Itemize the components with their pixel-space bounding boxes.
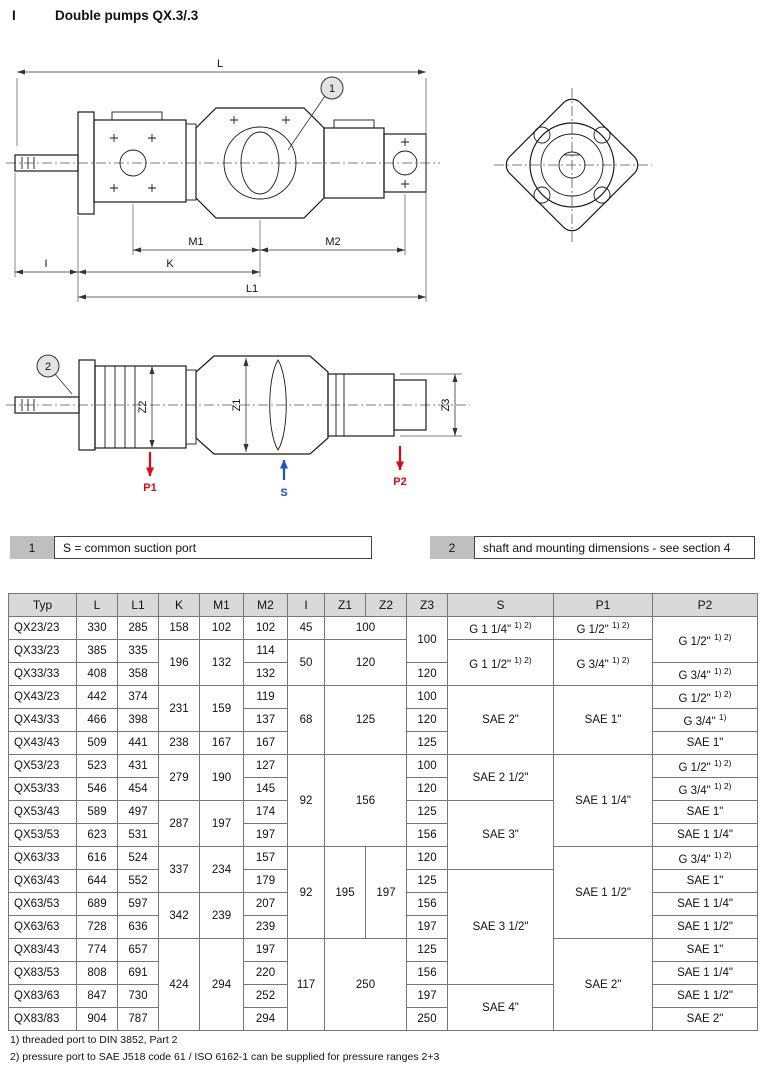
dim-label-l: L xyxy=(216,58,224,70)
value-cell: SAE 1 1/4" xyxy=(554,755,653,847)
footnote-2: 2) pressure port to SAE J518 code 61 / ISO 6162-1 can be supplied for pressure ranges 2+3 xyxy=(10,1051,440,1063)
value-cell: 92 xyxy=(288,847,325,939)
value-cell: 597 xyxy=(118,893,159,916)
section-marker: I xyxy=(12,8,16,23)
value-cell: 285 xyxy=(118,617,159,640)
value-cell: 691 xyxy=(118,962,159,985)
value-cell: 730 xyxy=(118,985,159,1008)
value-cell: 196 xyxy=(159,640,200,686)
value-cell: SAE 1 1/2" xyxy=(653,985,758,1008)
junction-plate xyxy=(186,370,196,444)
column-header: M2 xyxy=(244,594,288,617)
footnote-marker: 1) 2) xyxy=(713,850,732,861)
footnote-marker: 1) 2) xyxy=(611,620,630,631)
value-cell: 466 xyxy=(77,709,118,732)
value-cell: 524 xyxy=(118,847,159,870)
value-cell: SAE 1" xyxy=(653,732,758,755)
type-cell: QX53/33 xyxy=(9,778,77,801)
value-cell: 50 xyxy=(288,640,325,686)
value-cell: G 1 1/2" $^{1) 2)}$ xyxy=(448,640,554,686)
footnote-1: 1) threaded port to DIN 3852, Part 2 xyxy=(10,1034,178,1046)
value-cell: 125 xyxy=(407,801,448,824)
value-cell: G 3/4" $^{1) 2)}$ xyxy=(554,640,653,686)
value-cell: 531 xyxy=(118,824,159,847)
value-cell: SAE 1 1/4" xyxy=(653,824,758,847)
value-cell: 156 xyxy=(407,893,448,916)
value-cell: 239 xyxy=(200,893,244,939)
value-cell: 114 xyxy=(244,640,288,663)
type-cell: QX33/33 xyxy=(9,663,77,686)
value-cell: SAE 1" xyxy=(653,801,758,824)
value-cell: 167 xyxy=(244,732,288,755)
value-cell: 523 xyxy=(77,755,118,778)
value-cell: G 1/2" $^{1) 2)}$ xyxy=(653,617,758,663)
value-cell: SAE 1 1/4" xyxy=(653,962,758,985)
value-cell: 442 xyxy=(77,686,118,709)
column-header: L1 xyxy=(118,594,159,617)
value-cell: 145 xyxy=(244,778,288,801)
value-cell: 644 xyxy=(77,870,118,893)
value-cell: 250 xyxy=(407,1008,448,1031)
pump1-port-block xyxy=(112,112,162,120)
footnote-marker: 1) 2) xyxy=(514,654,532,665)
value-cell: SAE 3 1/2" xyxy=(448,870,554,985)
value-cell: 904 xyxy=(77,1008,118,1031)
value-cell: G 1 1/4" $^{1) 2)}$ xyxy=(448,617,554,640)
type-cell: QX63/53 xyxy=(9,893,77,916)
value-cell: SAE 2" xyxy=(448,686,554,755)
value-cell: 120 xyxy=(407,709,448,732)
value-cell: 100 xyxy=(325,617,407,640)
value-cell: 125 xyxy=(407,870,448,893)
pump-side-view-drawing xyxy=(0,48,765,318)
value-cell: G 1/2" $^{1) 2)}$ xyxy=(554,617,653,640)
value-cell: 374 xyxy=(118,686,159,709)
value-cell: 132 xyxy=(200,640,244,686)
type-cell: QX43/43 xyxy=(9,732,77,755)
type-cell: QX63/63 xyxy=(9,916,77,939)
pump-outline xyxy=(6,108,440,218)
dim-label-z1: Z1 xyxy=(231,398,243,412)
value-cell: SAE 1 1/4" xyxy=(653,893,758,916)
value-cell: SAE 2" xyxy=(653,1008,758,1031)
value-cell: 234 xyxy=(200,847,244,893)
value-cell: 100 xyxy=(407,686,448,709)
value-cell: 808 xyxy=(77,962,118,985)
type-cell: QX63/43 xyxy=(9,870,77,893)
value-cell: SAE 2 1/2" xyxy=(448,755,554,801)
value-cell: 431 xyxy=(118,755,159,778)
value-cell: 408 xyxy=(77,663,118,686)
value-cell: 157 xyxy=(244,847,288,870)
center-bolt-marks xyxy=(230,116,290,124)
balloon-number: 2 xyxy=(44,361,52,373)
column-header: I xyxy=(288,594,325,617)
value-cell: 207 xyxy=(244,893,288,916)
balloon-leader xyxy=(55,374,72,394)
footnote-marker: 1) 2) xyxy=(713,758,732,769)
value-cell: 424 xyxy=(159,939,200,1031)
dimensions xyxy=(15,58,426,302)
front-view-drawing xyxy=(494,88,652,244)
value-cell: SAE 1" xyxy=(653,870,758,893)
value-cell: 195 xyxy=(325,847,366,939)
column-header: K xyxy=(159,594,200,617)
column-header: S xyxy=(448,594,554,617)
dim-label-l1: L1 xyxy=(245,283,259,295)
footnote-marker: 1) xyxy=(718,712,727,723)
value-cell: 847 xyxy=(77,985,118,1008)
value-cell: 385 xyxy=(77,640,118,663)
type-cell: QX23/23 xyxy=(9,617,77,640)
value-cell: 337 xyxy=(159,847,200,893)
value-cell: 156 xyxy=(407,824,448,847)
type-cell: QX53/23 xyxy=(9,755,77,778)
value-cell: 294 xyxy=(244,1008,288,1031)
value-cell: G 3/4" $^{1) 2)}$ xyxy=(653,778,758,801)
value-cell: 441 xyxy=(118,732,159,755)
value-cell: 132 xyxy=(244,663,288,686)
type-cell: QX83/43 xyxy=(9,939,77,962)
value-cell: 190 xyxy=(200,755,244,801)
balloon-1 xyxy=(288,77,343,150)
value-cell: 589 xyxy=(77,801,118,824)
value-cell: 623 xyxy=(77,824,118,847)
port-label-p2: P2 xyxy=(393,476,407,488)
value-cell: 125 xyxy=(407,939,448,962)
legend-suction-port xyxy=(10,536,372,559)
value-cell: 689 xyxy=(77,893,118,916)
value-cell: SAE 3" xyxy=(448,801,554,870)
value-cell: SAE 1 1/2" xyxy=(554,847,653,939)
value-cell: 231 xyxy=(159,686,200,732)
value-cell: SAE 2" xyxy=(554,939,653,1031)
value-cell: 117 xyxy=(288,939,325,1031)
value-cell: 335 xyxy=(118,640,159,663)
legend-text: shaft and mounting dimensions - see section 4 xyxy=(474,536,755,559)
pump1-ribs xyxy=(105,366,135,448)
value-cell: 342 xyxy=(159,893,200,939)
value-cell: 358 xyxy=(118,663,159,686)
column-header: Z3 xyxy=(407,594,448,617)
value-cell: SAE 1 1/2" xyxy=(653,916,758,939)
value-cell: 179 xyxy=(244,870,288,893)
dimension-table xyxy=(8,593,758,1031)
column-header: Z2 xyxy=(366,594,407,617)
value-cell: 728 xyxy=(77,916,118,939)
page-title: Double pumps QX.3/.3 xyxy=(55,8,199,23)
value-cell: 294 xyxy=(200,939,244,1031)
table-row xyxy=(9,617,758,640)
port-label-s: S xyxy=(280,487,288,499)
value-cell: G 3/4" $^{1) 2)}$ xyxy=(653,847,758,870)
value-cell: 120 xyxy=(407,663,448,686)
footnote-marker: 1) 2) xyxy=(713,666,732,677)
value-cell: SAE 1" xyxy=(653,939,758,962)
value-cell: 125 xyxy=(325,686,407,755)
value-cell: 159 xyxy=(200,686,244,732)
value-cell: 120 xyxy=(407,778,448,801)
value-cell: 102 xyxy=(244,617,288,640)
value-cell: 279 xyxy=(159,755,200,801)
value-cell: 330 xyxy=(77,617,118,640)
value-cell: 398 xyxy=(118,709,159,732)
pump-port-view-drawing xyxy=(0,338,480,510)
type-cell: QX53/43 xyxy=(9,801,77,824)
column-header: P2 xyxy=(653,594,758,617)
value-cell: 68 xyxy=(288,686,325,755)
table-row xyxy=(9,755,758,778)
dim-label-z3: Z3 xyxy=(440,398,452,412)
legend-number-badge: 1 xyxy=(10,536,54,559)
type-cell: QX63/33 xyxy=(9,847,77,870)
value-cell: G 1/2" $^{1) 2)}$ xyxy=(653,686,758,709)
value-cell: 250 xyxy=(325,939,407,1031)
value-cell: 287 xyxy=(159,801,200,847)
value-cell: 546 xyxy=(77,778,118,801)
footnote-marker: 1) 2) xyxy=(713,689,732,700)
legend-shaft-dimensions xyxy=(430,536,755,559)
value-cell: 167 xyxy=(200,732,244,755)
footnote-marker: 1) 2) xyxy=(713,631,732,642)
value-cell: 92 xyxy=(288,755,325,847)
value-cell: 636 xyxy=(118,916,159,939)
value-cell: 197 xyxy=(200,801,244,847)
legend-text: S = common suction port xyxy=(54,536,372,559)
value-cell: 127 xyxy=(244,755,288,778)
dim-label-m2: M2 xyxy=(325,236,341,248)
value-cell: 45 xyxy=(288,617,325,640)
footnote-marker: 1) 2) xyxy=(611,654,630,665)
type-cell: QX83/83 xyxy=(9,1008,77,1031)
value-cell: 454 xyxy=(118,778,159,801)
value-cell: 497 xyxy=(118,801,159,824)
table-row xyxy=(9,640,758,663)
value-cell: 252 xyxy=(244,985,288,1008)
table-row xyxy=(9,847,758,870)
value-cell: 100 xyxy=(407,617,448,663)
pump1-body xyxy=(94,120,186,202)
value-cell: G 1/2" $^{1) 2)}$ xyxy=(653,755,758,778)
column-header: M1 xyxy=(200,594,244,617)
value-cell: 197 xyxy=(366,847,407,939)
type-cell: QX53/53 xyxy=(9,824,77,847)
value-cell: 220 xyxy=(244,962,288,985)
pump2-port-block xyxy=(334,120,374,128)
dim-label-m1: M1 xyxy=(188,236,204,248)
type-cell: QX43/33 xyxy=(9,709,77,732)
port-label-p1: P1 xyxy=(143,482,157,494)
type-cell: QX33/23 xyxy=(9,640,77,663)
balloon-2 xyxy=(37,355,72,394)
value-cell: 100 xyxy=(407,755,448,778)
column-header: Typ xyxy=(9,594,77,617)
column-header: P1 xyxy=(554,594,653,617)
value-cell: 238 xyxy=(159,732,200,755)
value-cell: 616 xyxy=(77,847,118,870)
value-cell: 125 xyxy=(407,732,448,755)
value-cell: 174 xyxy=(244,801,288,824)
type-cell: QX83/53 xyxy=(9,962,77,985)
balloon-number: 1 xyxy=(328,83,336,95)
value-cell: 156 xyxy=(325,755,407,847)
footnote-marker: 1) 2) xyxy=(713,781,732,792)
value-cell: 156 xyxy=(407,962,448,985)
legend-number-badge: 2 xyxy=(430,536,474,559)
junction-plate xyxy=(186,124,196,200)
value-cell: 137 xyxy=(244,709,288,732)
value-cell: 774 xyxy=(77,939,118,962)
table-header-row xyxy=(9,594,758,617)
value-cell: 197 xyxy=(244,824,288,847)
value-cell: 552 xyxy=(118,870,159,893)
table-row xyxy=(9,686,758,709)
value-cell: 197 xyxy=(244,939,288,962)
column-header: Z1 xyxy=(325,594,366,617)
column-header: L xyxy=(77,594,118,617)
value-cell: 197 xyxy=(407,985,448,1008)
footnote-marker: 1) 2) xyxy=(514,620,532,631)
value-cell: SAE 4" xyxy=(448,985,554,1031)
value-cell: 120 xyxy=(407,847,448,870)
type-cell: QX43/23 xyxy=(9,686,77,709)
value-cell: 197 xyxy=(407,916,448,939)
value-cell: G 3/4" $^{1) 2)}$ xyxy=(653,663,758,686)
dim-label-k: K xyxy=(166,258,174,270)
value-cell: 119 xyxy=(244,686,288,709)
table-row xyxy=(9,939,758,962)
value-cell: SAE 1" xyxy=(554,686,653,755)
value-cell: 102 xyxy=(200,617,244,640)
value-cell: 509 xyxy=(77,732,118,755)
type-cell: QX83/63 xyxy=(9,985,77,1008)
value-cell: 120 xyxy=(325,640,407,686)
dim-label-i: I xyxy=(44,258,48,270)
value-cell: 158 xyxy=(159,617,200,640)
dim-label-z2: Z2 xyxy=(137,400,149,414)
value-cell: G 3/4" $^{1)}$ xyxy=(653,709,758,732)
value-cell: 239 xyxy=(244,916,288,939)
value-cell: 787 xyxy=(118,1008,159,1031)
value-cell: 657 xyxy=(118,939,159,962)
